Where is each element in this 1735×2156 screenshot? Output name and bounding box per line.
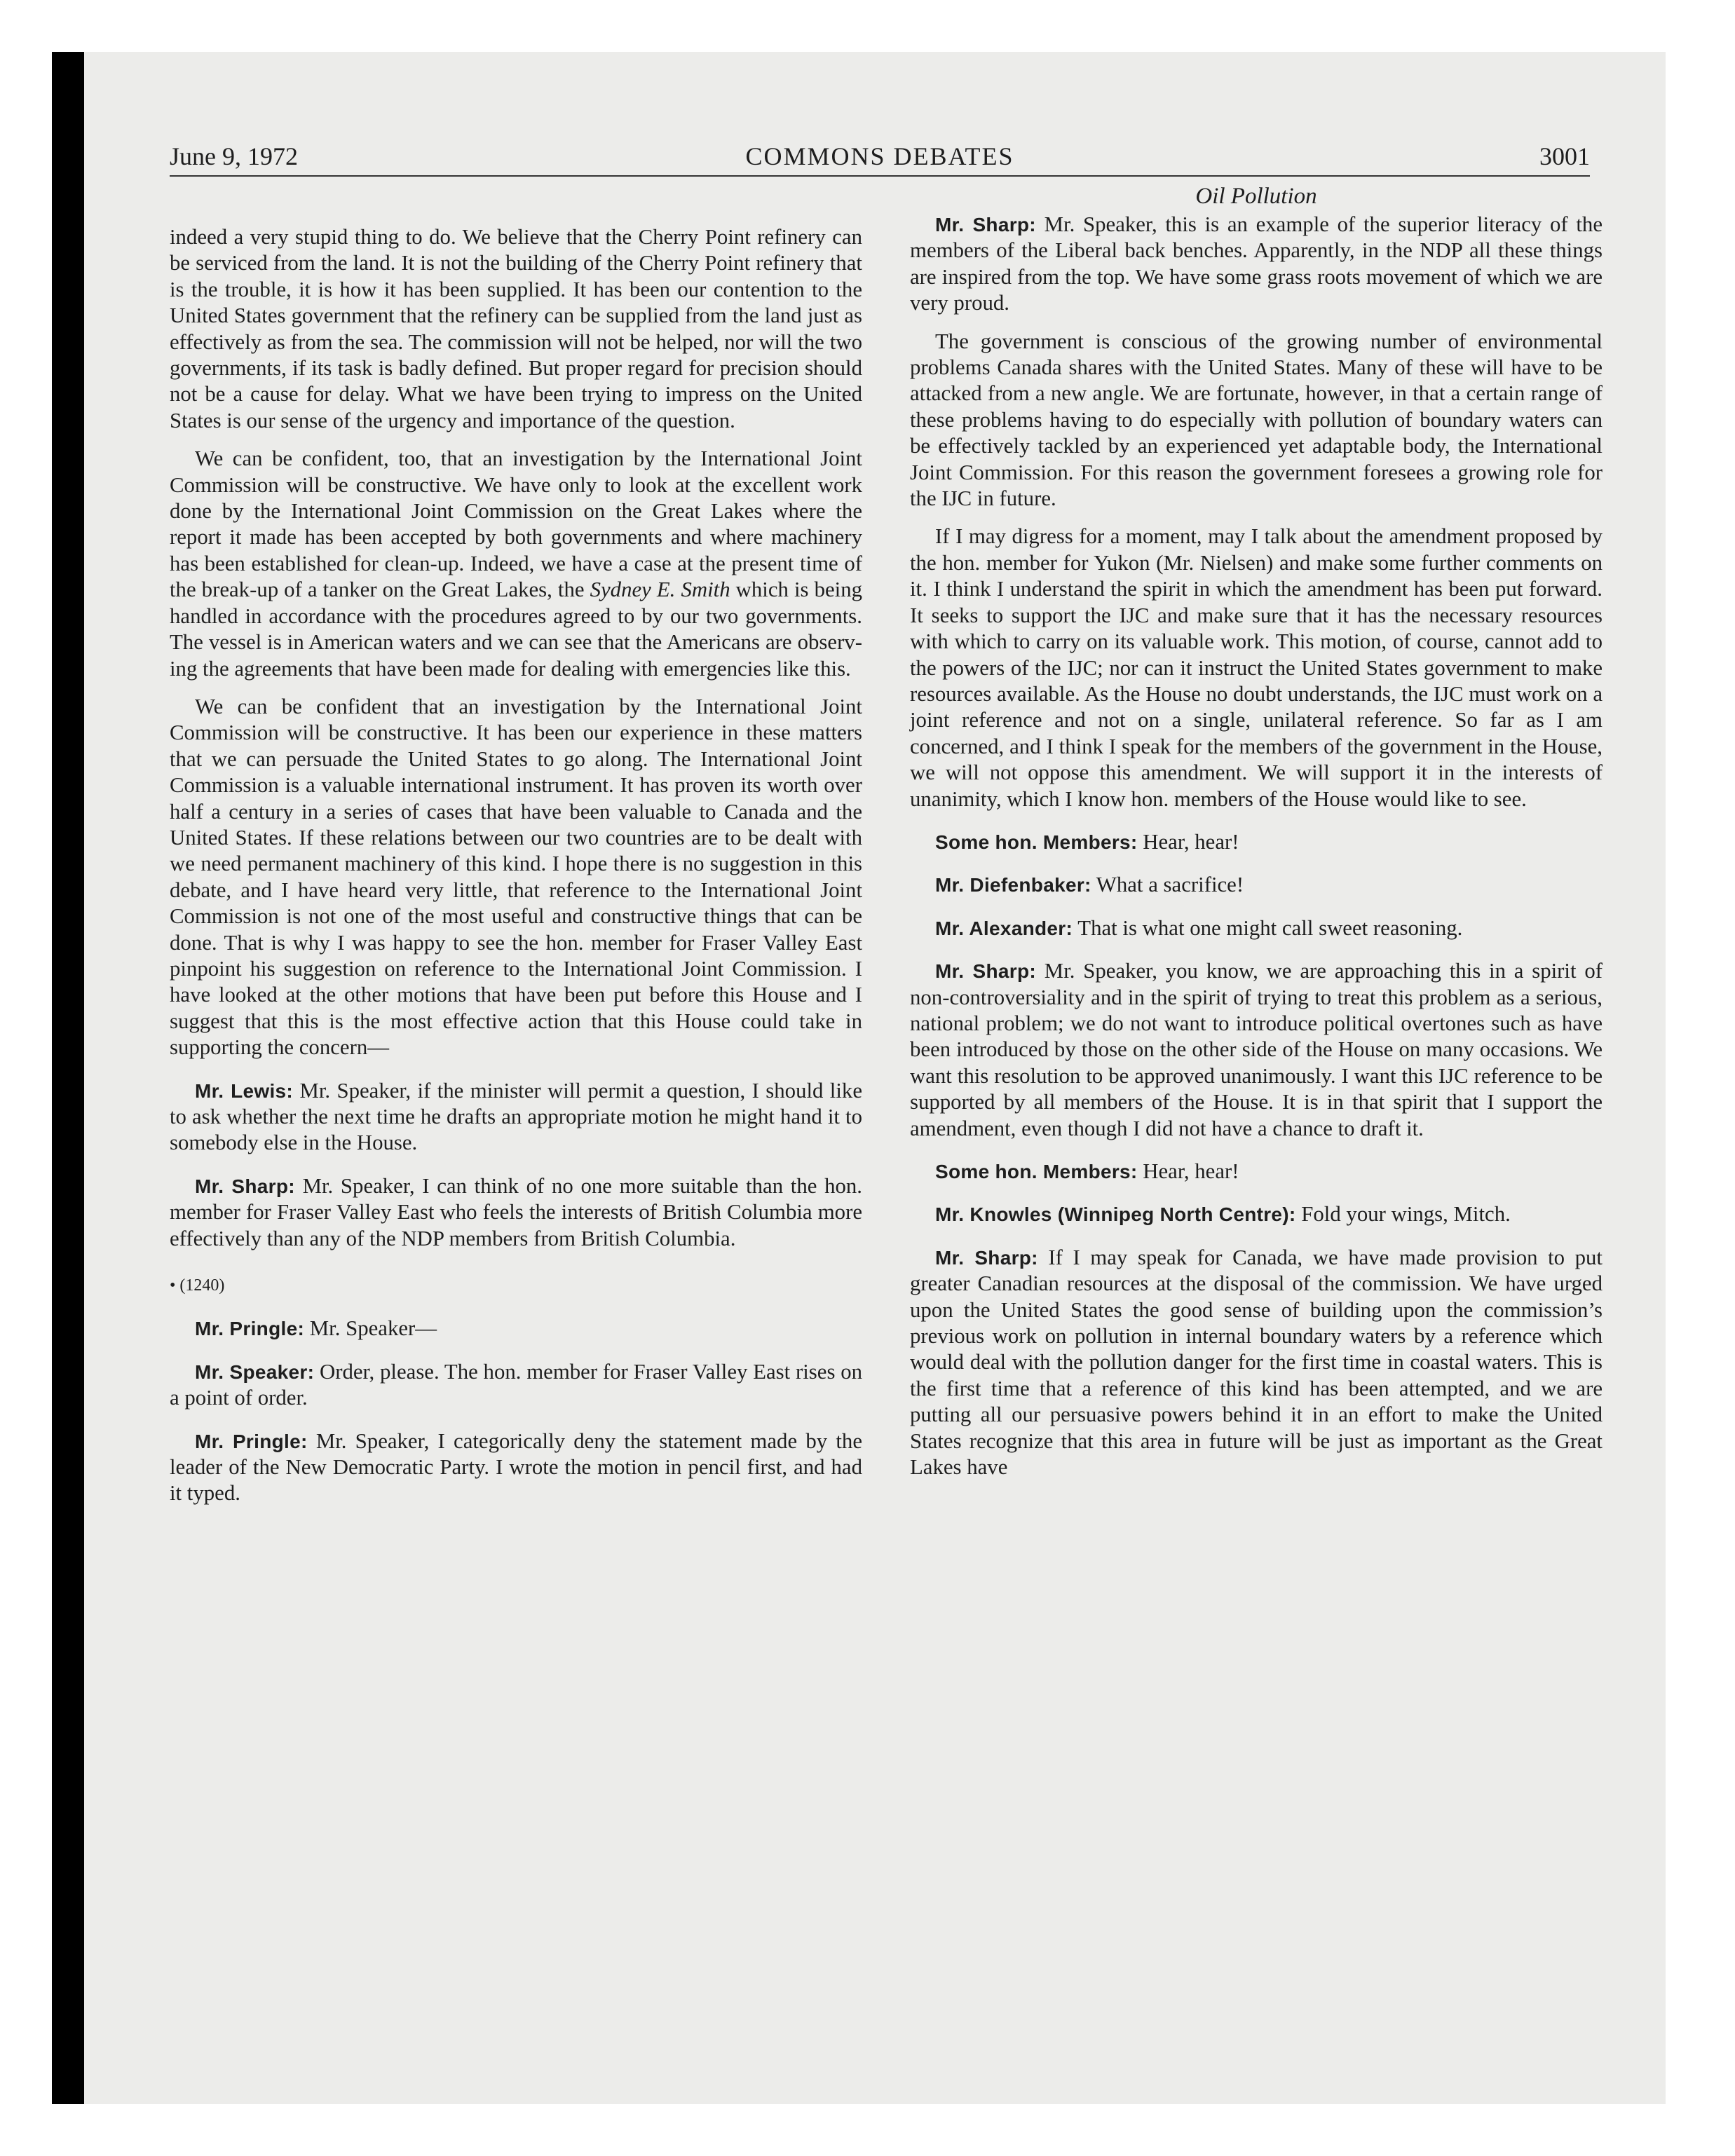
header-date: June 9, 1972 [170, 142, 298, 170]
header-title: COMMONS DEBATES [745, 142, 1014, 170]
speaker-name: Mr. Pringle: [195, 1318, 305, 1340]
speaker-name: Mr. Sharp: [195, 1175, 295, 1197]
speaker-name: Some hon. Members: [935, 1161, 1138, 1182]
speech: Mr. Lewis: Mr. Speaker, if the minister will permit a question, I should like to ask whether the next time he drafts an appropriate motion he might hand it to somebody else in the House. [170, 1078, 862, 1155]
speech: Mr. Alexander: That is what one might call sweet reasoning. [935, 915, 1463, 940]
speech: Mr. Sharp: Mr. Speaker, I can think of no one more suitable than the hon. member for Fraser Valley East who feels the interests of British Columbia more effectively than any of the NDP members from British Columbia. [170, 1173, 862, 1250]
running-header [170, 135, 1590, 177]
speech: Some hon. Members: Hear, hear! [935, 829, 1239, 854]
speaker-name: Mr. Sharp: [935, 1246, 1038, 1269]
header-page-number: 3001 [1539, 142, 1590, 170]
speaker-name: Mr. Pringle: [195, 1430, 308, 1452]
speech: Some hon. Members: Hear, hear! [935, 1159, 1239, 1183]
speech: Mr. Sharp: Mr. Speaker, this is an example of the superior literacy of the members of the Liberal back benches. Apparently, in the NDP all these things are inspired from the top. We have some grass roots movement of which we are very proud. [910, 212, 1603, 315]
ship-name: Sydney E. Smith [590, 578, 730, 602]
speaker-name: Mr. Speaker: [195, 1360, 315, 1383]
paragraph: indeed a very stupid thing to do. We believe that the Cherry Point refinery can be serviced from the land. It is not the building of the Cherry Point refinery that is the trouble, it is how it has been supplied. It has been our contention to the United States government that the refinery can be supplied from the land just as effectively as from the sea. The commission will not be helped, nor will the two governments, if its task is badly defined. But proper regard for precision should not be a cause for delay. What we have been trying to impress on the United States is our sense of the urgency and importance of the question. [170, 225, 862, 432]
speaker-name: Mr. Diefenbaker: [935, 874, 1091, 896]
speaker-name: Mr. Knowles (Winnipeg North Centre): [935, 1203, 1296, 1226]
speech: Mr. Diefenbaker: What a sacrifice! [935, 873, 1244, 897]
speech: Mr. Speaker: Order, please. The hon. member for Fraser Valley East rises on a point of order. [170, 1359, 862, 1410]
speaker-name: Mr. Sharp: [935, 960, 1037, 983]
speech: Mr. Sharp: If I may speak for Canada, we have made provision to put greater Canadian resources at the disposal of the commission. We have urged upon the United States the good sense of building upon the commission’s previous work on pollution in internal boundary waters by a reference which would deal with the pollution danger for the first time in coastal waters. This is the first time that a reference of this kind has been attempted, and we are putting all our persuasive powers behind it in an effort to make the United States recognize that this area in future will be just as important as the Great Lakes have [910, 1245, 1603, 1480]
paragraph: We can be confident, too, that an investigation by the International Joint Commission will be constructive. We have only to look at the excellent work done by the International Joint Commission on the Great Lakes where the report it made has been accepted by both governments and where machinery has been established for clean-up. Indeed, we have a case at the present time of the break-up of a tanker on the Great Lakes, the Sydney E. Smith which is being handled in accordance with the procedures agreed to by our two governments. The vessel is in American waters and we can see that the Americans are observing the agreements that have been made for dealing with emergencies like this. [170, 446, 862, 681]
speech: Mr. Sharp: Mr. Speaker, you know, we are approaching this in a spirit of non-controversiality and in the spirit of trying to treat this problem as a serious, national problem; we do not want to introduce political overtones such as have been introduced by those on the other side of the House on many occasions. We want this resolution to be approved unanimously. I want this IJC reference to be supported by all members of the House. It is in that spirit that I support the amendment, even though I did not have a chance to draft it. [910, 959, 1603, 1140]
paragraph: If I may digress for a moment, may I talk about the amendment proposed by the hon. member for Yukon (Mr. Nielsen) and make some further comments on it. I think I understand the spirit in which the amendment has been put forward. It seeks to support the IJC and make sure that it has the necessary resources with which to carry on its valuable work. This motion, of course, cannot add to the powers of the IJC; nor can it instruct the United States government to make resources available. As the House no doubt understands, the IJC must work on a joint reference and not on a single, unilateral reference. So far as I am concerned, and I think I speak for the members of the government in the House, we will not oppose this amendment. We will support it in the interests of unanimity, which I know hon. members of the House would like to see. [910, 524, 1603, 811]
paragraph: The government is conscious of the growing number of environmental problems Canada shares with the United States. Many of these will have to be attacked from a new angle. We are fortunate, however, in that a certain range of these problems having to do especially with pollution of boundary waters can be effectively tackled by an experienced yet adaptable body, the International Joint Commission. For this reason the government foresees a growing role for the IJC in future. [910, 329, 1603, 511]
subject-heading: Oil Pollution [1195, 184, 1317, 209]
speaker-name: Mr. Alexander: [935, 917, 1073, 939]
left-column [170, 224, 862, 1519]
scan-edge-bar [52, 52, 84, 2104]
paragraph: We can be confident that an investigation by the International Joint Commission will be constructive. It has been our experience in these matters that we can persuade the United States to go along. The International Joint Commission is a valuable international instrument. It has proven its worth over half a century in a series of cases that have been valuable to Canada and the United States. If these relations between our two countries are to be dealt with we need permanent machinery of this kind. I hope there is no suggestion in this debate, and I have heard very little, that reference to the International Joint Commission is not one of the most useful and constructive things that can be done. That is why I was happy to see the hon. member for Fraser Valley East pinpoint his suggestion on reference to the International Joint Commission. I have looked at the other motions that have been put before this House and I suggest that this is the most effective action that this House could take in supporting the concern— [170, 694, 862, 1060]
speaker-name: Some hon. Members: [935, 831, 1138, 853]
time-marker: • (1240) [170, 1276, 225, 1295]
speech: Mr. Pringle: Mr. Speaker— [195, 1316, 437, 1341]
speaker-name: Mr. Lewis: [195, 1079, 294, 1102]
speech: Mr. Knowles (Winnipeg North Centre): Fold your wings, Mitch. [935, 1202, 1511, 1227]
speaker-name: Mr. Sharp: [935, 214, 1036, 236]
right-column [910, 182, 1603, 1492]
speech: Mr. Pringle: Mr. Speaker, I categorically deny the statement made by the leader of the New Democratic Party. I wrote the motion in pencil first, and had it typed. [170, 1428, 862, 1506]
